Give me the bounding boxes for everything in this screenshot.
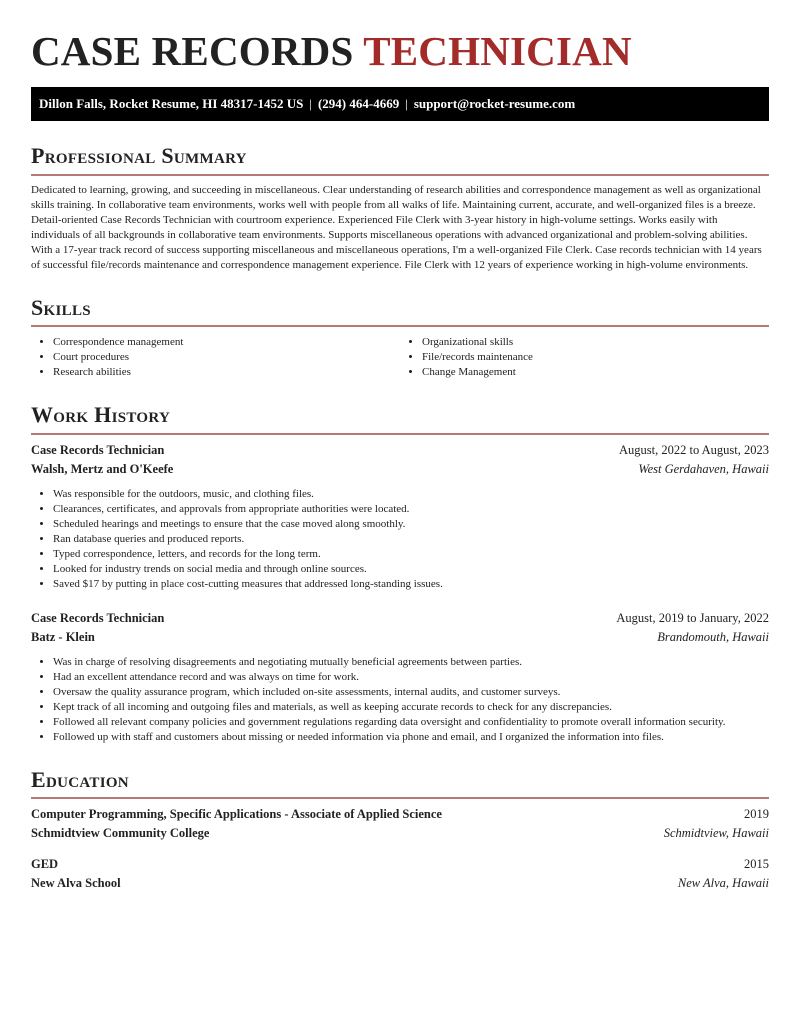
job-bullet: • Kept track of all incoming and outgoing files and materials, as well as keeping accurate records to check for any discrepancies. [53, 700, 769, 715]
contact-separator: | [309, 96, 312, 112]
education-school-row [31, 876, 769, 891]
job-dates: August, 2019 to January, 2022 [616, 610, 769, 625]
job-position: Case Records Technician [31, 442, 165, 457]
job-bullet: • Looked for industry trends on social media and through online sources. [53, 562, 769, 577]
skill-item: • Court procedures [53, 350, 400, 365]
job-bullet: • Clearances, certificates, and approvals from appropriate authorities were located. [53, 502, 769, 517]
job-bullet: • Was in charge of resolving disagreements and negotiating mutually beneficial agreements between parties. [53, 655, 769, 670]
job-entry [31, 611, 769, 746]
job-location: West Gerdahaven, Hawaii [638, 461, 769, 476]
job-position: Case Records Technician [31, 610, 165, 625]
education-section-title: Education [31, 767, 769, 799]
education-degree: Computer Programming, Specific Applications - Associate of Applied Science [31, 807, 442, 822]
job-bullets [31, 655, 769, 746]
education-location: New Alva, Hawaii [677, 876, 769, 891]
contact-separator: | [405, 96, 408, 112]
skills-list [31, 335, 769, 380]
skills-column-left [31, 335, 400, 380]
skill-item: • File/records maintenance [422, 350, 769, 365]
education-header-row [31, 857, 769, 872]
name-last-part: TECHNICIAN [363, 28, 632, 74]
job-location: Brandomouth, Hawaii [657, 629, 769, 644]
job-dates: August, 2022 to August, 2023 [618, 442, 769, 457]
skill-item: • Research abilities [53, 365, 400, 380]
education-year: 2019 [744, 807, 769, 822]
education-school-row [31, 826, 769, 841]
contact-email[interactable]: support@rocket-resume.com [413, 96, 576, 112]
skill-item: • Change Management [422, 365, 769, 380]
job-bullets [31, 487, 769, 593]
job-bullet: • Oversaw the quality assurance program, which included on-site assessments, internal audits, and customer surveys. [53, 685, 769, 700]
job-bullet: • Followed all relevant company policies and government regulations regarding data oversight and confidentiality to promote overall information security. [53, 715, 769, 730]
name-first-part: CASE RECORDS [31, 28, 354, 74]
skill-item: • Organizational skills [422, 335, 769, 350]
education-school: New Alva School [31, 876, 121, 891]
job-header-row [31, 611, 769, 626]
job-company-row [31, 630, 769, 645]
education-year: 2015 [744, 857, 769, 872]
job-bullet: • Was responsible for the outdoors, music, and clothing files. [53, 487, 769, 502]
education-school: Schmidtview Community College [31, 826, 210, 841]
summary-section-title: Professional Summary [31, 143, 769, 175]
job-company: Walsh, Mertz and O'Keefe [31, 461, 174, 476]
job-bullet: • Ran database queries and produced reports. [53, 532, 769, 547]
job-bullet: • Had an excellent attendance record and was always on time for work. [53, 670, 769, 685]
contact-bar [31, 87, 769, 121]
resume-name-heading [31, 28, 769, 75]
education-degree: GED [31, 857, 59, 872]
job-bullet: • Scheduled hearings and meetings to ensure that the case moved along smoothly. [53, 517, 769, 532]
education-location: Schmidtview, Hawaii [663, 826, 769, 841]
summary-text: Dedicated to learning, growing, and succeeding in miscellaneous. Clear understanding of research abilities and correspondence management as well as organizational skills training. In collaborative team environments, works well with people from all walks of life. Maintaining current, accurate, and well-organized files is a breeze. Detail-oriented Case Records Technician with courtroom experience. Experienced File Clerk with 3-year history in high-volume settings. Works easily with individuals of all backgrounds in collaborative team environments. Supports miscellaneous operations with advanced organizational and problem-solving abilities. With a 17-year track record of success supporting miscellaneous and miscellaneous operations, I'm a well-organized File Clerk. Case records technician with 14 years of successful file/records maintenance and correspondence management experience. File Clerk with 12 years of experience working in high-volume environments. [31, 183, 762, 271]
education-header-row [31, 807, 769, 822]
skills-section-title: Skills [31, 295, 769, 327]
skills-column-right [400, 335, 769, 380]
job-header-row [31, 443, 769, 458]
job-company-row [31, 462, 769, 477]
contact-phone: (294) 464-4669 [317, 96, 400, 112]
work-section-title: Work History [31, 402, 769, 434]
job-bullet: • Typed correspondence, letters, and records for the long term. [53, 547, 769, 562]
education-entry [31, 807, 769, 841]
skill-item: • Correspondence management [53, 335, 400, 350]
education-entry [31, 857, 769, 891]
contact-address: Dillon Falls, Rocket Resume, HI 48317-1452 US [39, 96, 304, 112]
job-bullet: • Followed up with staff and customers about missing or needed information via phone and email, and I organized the information into files. [53, 730, 769, 745]
job-bullet: • Saved $17 by putting in place cost-cutting measures that addressed long-standing issues. [53, 577, 769, 592]
job-entry [31, 443, 769, 593]
job-company: Batz - Klein [31, 629, 95, 644]
